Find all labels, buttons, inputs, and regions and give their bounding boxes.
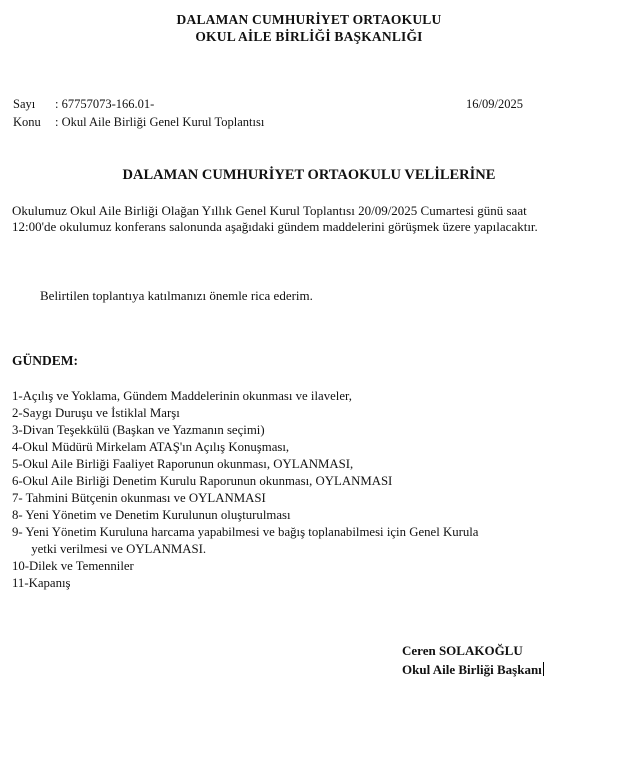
signatory-title-line [402,660,544,679]
agenda-item: 6-Okul Aile Birliği Denetim Kurulu Raporunun okunması, OYLANMASI [12,474,393,488]
signature-block [402,641,544,679]
signatory-title: Okul Aile Birliği Başkanı [402,662,542,677]
document-date: 16/09/2025 [466,97,523,111]
agenda-item: 11-Kapanış [12,576,71,590]
text-cursor [543,662,544,676]
intro-paragraph: Okulumuz Okul Aile Birliği Olağan Yıllık Genel Kurul Toplantısı 20/09/2025 Cumartesi günü saat 12:00'de okulumuz konferans salonunda aşağıdaki gündem maddelerini görüşmek üzere yapılacaktır. [12,203,538,234]
subject-label: Konu [13,115,41,129]
agenda-item: 2-Saygı Duruşu ve İstiklal Marşı [12,406,180,420]
subject-value: : Okul Aile Birliği Genel Kurul Toplantısı [55,115,265,129]
header-association-name: OKUL AİLE BİRLİĞİ BAŞKANLIĞI [195,29,423,44]
reference-label: Sayı [13,97,36,111]
agenda-item: 1-Açılış ve Yoklama, Gündem Maddelerinin okunması ve ilaveler, [12,389,352,403]
agenda-item: 10-Dilek ve Temenniler [12,559,134,573]
agenda-list [12,388,582,592]
agenda-item: 5-Okul Aile Birliği Faaliyet Raporunun okunması, OYLANMASI, [12,457,354,471]
agenda-item: 3-Divan Teşekkülü (Başkan ve Yazmanın seçimi) [12,423,265,437]
agenda-item-continuation: yetki verilmesi ve OYLANMASI. [12,542,207,556]
agenda-item: 4-Okul Müdürü Mirkelam ATAŞ'ın Açılış Konuşması, [12,440,290,454]
reference-value: : 67757073-166.01- [55,97,155,111]
reference-number [13,97,154,112]
recipients-heading: DALAMAN CUMHURİYET ORTAOKULU VELİLERİNE [122,167,496,183]
agenda-title: GÜNDEM: [12,353,78,368]
request-paragraph: Belirtilen toplantıya katılmanızı önemle rica ederim. [40,288,313,303]
subject-line [13,115,264,130]
signatory-name: Ceren SOLAKOĞLU [402,643,523,658]
header-school-name: DALAMAN CUMHURİYET ORTAOKULU [176,12,442,27]
agenda-item: 9- Yeni Yönetim Kuruluna harcama yapabilmesi ve bağış toplanabilmesi için Genel Kurula [12,525,479,539]
agenda-item: 7- Tahmini Bütçenin okunması ve OYLANMASI [12,491,266,505]
agenda-item: 8- Yeni Yönetim ve Denetim Kurulunun oluşturulması [12,508,291,522]
